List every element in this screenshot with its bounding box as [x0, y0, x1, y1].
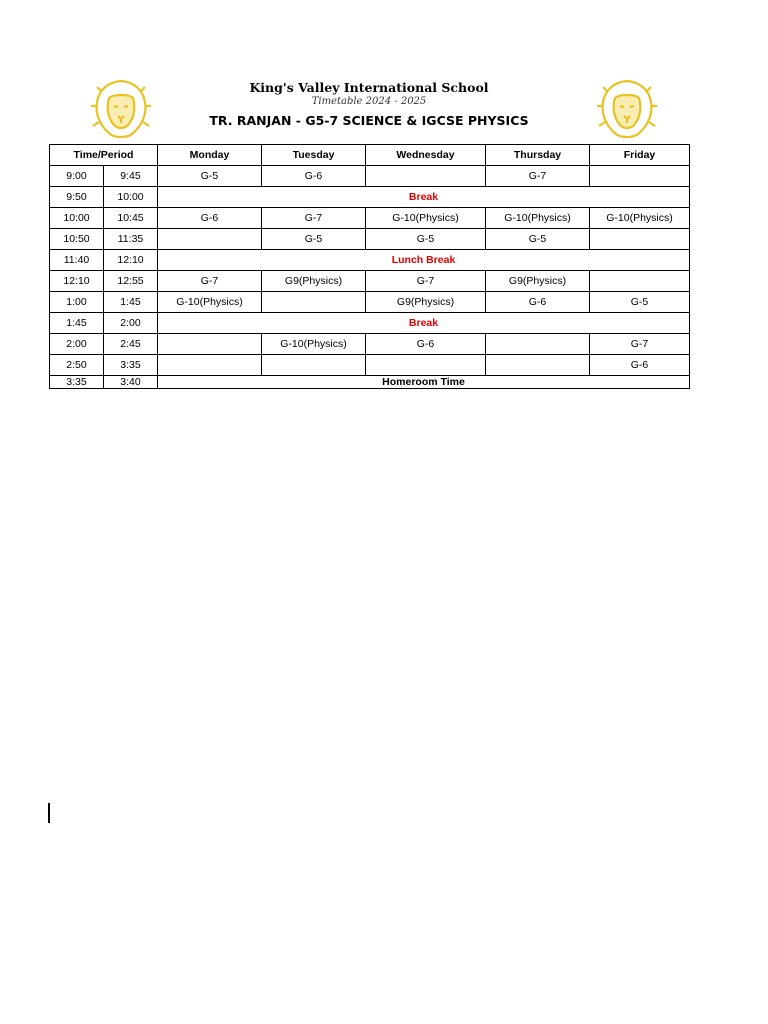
class-cell: G-7: [366, 271, 486, 292]
class-cell: [486, 334, 590, 355]
header-friday: Friday: [590, 145, 690, 166]
class-cell: G9(Physics): [262, 271, 366, 292]
class-cell: [366, 166, 486, 187]
class-cell: G-7: [590, 334, 690, 355]
class-cell: G-5: [590, 292, 690, 313]
teacher-title: TR. RANJAN - G5-7 SCIENCE & IGCSE PHYSICS: [209, 113, 529, 128]
class-cell: G-6: [590, 355, 690, 376]
period-end-time: 12:10: [104, 250, 158, 271]
break-cell: Break: [158, 187, 690, 208]
class-cell: G-6: [158, 208, 262, 229]
text-cursor: [48, 803, 50, 823]
header-thursday: Thursday: [486, 145, 590, 166]
table-row: [50, 334, 690, 355]
school-name: King's Valley International School: [249, 80, 489, 95]
class-cell: G-10(Physics): [590, 208, 690, 229]
period-start-time: 10:50: [50, 229, 104, 250]
period-end-time: 10:45: [104, 208, 158, 229]
class-cell: G-7: [486, 166, 590, 187]
document-header: [48, 72, 690, 144]
table-row: [50, 355, 690, 376]
class-cell: [590, 271, 690, 292]
class-cell: [366, 355, 486, 376]
class-cell: [158, 229, 262, 250]
class-cell: G-10(Physics): [262, 334, 366, 355]
class-cell: G-10(Physics): [158, 292, 262, 313]
timetable-subtitle: Timetable 2024 - 2025: [311, 96, 427, 107]
period-start-time: 11:40: [50, 250, 104, 271]
period-start-time: 1:00: [50, 292, 104, 313]
class-cell: G-6: [262, 166, 366, 187]
break-cell: Lunch Break: [158, 250, 690, 271]
table-row: [50, 250, 690, 271]
class-cell: G-10(Physics): [486, 208, 590, 229]
class-cell: [486, 355, 590, 376]
table-row: [50, 313, 690, 334]
class-cell: G-5: [158, 166, 262, 187]
period-start-time: 3:35: [50, 376, 104, 389]
break-cell: Break: [158, 313, 690, 334]
period-end-time: 2:00: [104, 313, 158, 334]
class-cell: G-6: [486, 292, 590, 313]
table-row: [50, 187, 690, 208]
period-start-time: 9:00: [50, 166, 104, 187]
table-row: [50, 292, 690, 313]
lion-crest-icon: [596, 78, 658, 142]
class-cell: [158, 355, 262, 376]
class-cell: [262, 355, 366, 376]
period-end-time: 11:35: [104, 229, 158, 250]
period-end-time: 2:45: [104, 334, 158, 355]
class-cell: G-7: [262, 208, 366, 229]
period-start-time: 2:50: [50, 355, 104, 376]
period-start-time: 12:10: [50, 271, 104, 292]
header-monday: Monday: [158, 145, 262, 166]
period-end-time: 12:55: [104, 271, 158, 292]
class-cell: [262, 292, 366, 313]
period-end-time: 9:45: [104, 166, 158, 187]
class-cell: [590, 229, 690, 250]
period-start-time: 2:00: [50, 334, 104, 355]
class-cell: [590, 166, 690, 187]
table-row: [50, 271, 690, 292]
period-start-time: 9:50: [50, 187, 104, 208]
class-cell: G-6: [366, 334, 486, 355]
table-row: [50, 229, 690, 250]
class-cell: G9(Physics): [366, 292, 486, 313]
class-cell: G-5: [262, 229, 366, 250]
table-row: [50, 166, 690, 187]
timetable: [49, 144, 690, 389]
table-row: [50, 208, 690, 229]
class-cell: [158, 334, 262, 355]
class-cell: G-7: [158, 271, 262, 292]
period-end-time: 1:45: [104, 292, 158, 313]
class-cell: G9(Physics): [486, 271, 590, 292]
class-cell: G-10(Physics): [366, 208, 486, 229]
header-tuesday: Tuesday: [262, 145, 366, 166]
period-end-time: 3:35: [104, 355, 158, 376]
header-time-period: Time/Period: [50, 145, 158, 166]
period-start-time: 10:00: [50, 208, 104, 229]
class-cell: G-5: [486, 229, 590, 250]
homeroom-cell: Homeroom Time: [158, 376, 690, 389]
period-end-time: 3:40: [104, 376, 158, 389]
period-start-time: 1:45: [50, 313, 104, 334]
table-row: [50, 376, 690, 389]
class-cell: G-5: [366, 229, 486, 250]
header-row: [50, 145, 690, 166]
header-wednesday: Wednesday: [366, 145, 486, 166]
period-end-time: 10:00: [104, 187, 158, 208]
